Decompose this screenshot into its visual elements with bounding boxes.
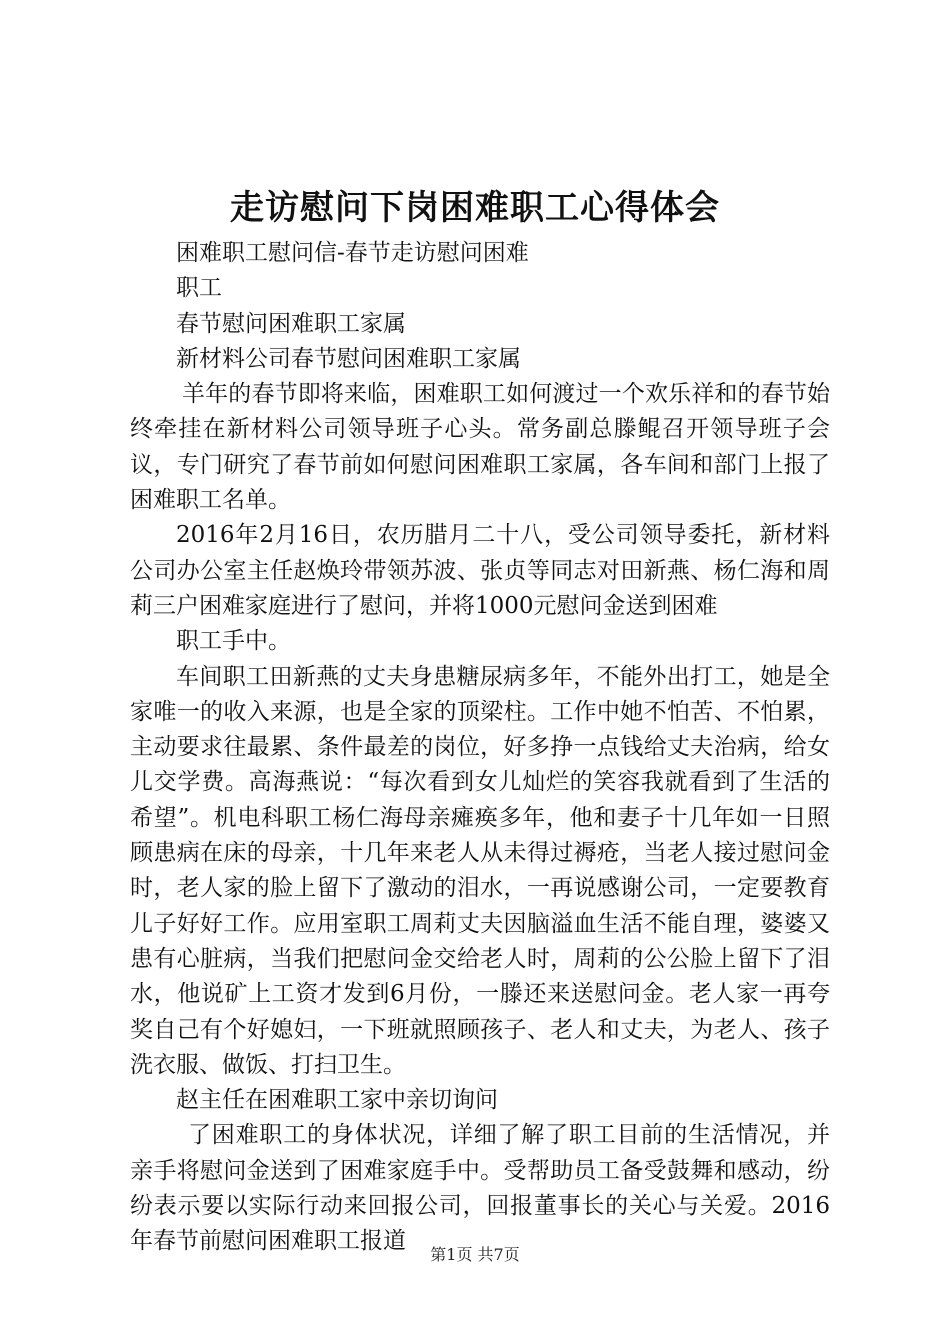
paragraph: 羊年的春节即将来临，困难职工如何渡过一个欢乐祥和的春节始终牵挂在新材料公司领导班子心头。常务副总滕鲲召开领导班子会议，专门研究了春节前如何慰问困难职工家属，各车间和部门上报了困难职工名单。 <box>130 381 830 514</box>
paragraph: 2016年2月16日，农历腊月二十八，受公司领导委托，新材料公司办公室主任赵焕玲带领苏波、张贞等同志对田新燕、杨仁海和周莉三户困难家庭进行了慰问，并将1000元慰问金送到困难 <box>130 522 830 619</box>
paragraph: 了困难职工的身体状况，详细了解了职工目前的生活情况，并亲手将慰问金送到了困难家庭手中。受帮助员工备受鼓舞和感动，纷纷表示要以实际行动来回报公司，回报董事长的关心与关爱。2016年春节前慰问困难职工报道 <box>130 1122 830 1255</box>
page-number: 第1页 共7页 <box>430 1245 520 1264</box>
paragraph: 车间职工田新燕的丈夫身患糖尿病多年，不能外出打工，她是全家唯一的收入来源，也是全家的顶梁柱。工作中她不怕苦、不怕累，主动要求往最累、条件最差的岗位，好多挣一点钱给丈夫治病，给女儿交学费。高海燕说：“每次看到女儿灿烂的笑容我就看到了生活的希望”。机电科职工杨仁海母亲瘫痪多年，他和妻子十几年如一日照顾患病在床的母亲，十几年来老人从未得过褥疮，当老人接过慰问金时，老人家的脸上留下了激动的泪水，一再说感谢公司，一定要教育儿子好好工作。应用室职工周莉丈夫因脑溢血生活不能自理，婆婆又患有心脏病，当我们把慰问金交给老人时，周莉的公公脸上留下了泪水，他说矿上工资才发到6月份，一滕还来送慰问金。老人家一再夸奖自己有个好媳妇，一下班就照顾孩子、老人和丈夫，为老人、孩子洗衣服、做饭、打扫卫生。 <box>130 663 830 1078</box>
document-title: 走访慰问下岗困难职工心得体会 <box>230 188 720 228</box>
text-line: 职工 <box>176 275 222 302</box>
paragraph: 职工手中。 <box>176 628 291 655</box>
text-line: 困难职工慰问信-春节走访慰问困难 <box>176 240 529 266</box>
text-line: 春节慰问困难职工家属 <box>176 310 406 337</box>
paragraph: 赵主任在困难职工家中亲切询问 <box>176 1087 498 1114</box>
document-body <box>130 236 830 1260</box>
text-line: 新材料公司春节慰问困难职工家属 <box>176 345 521 372</box>
